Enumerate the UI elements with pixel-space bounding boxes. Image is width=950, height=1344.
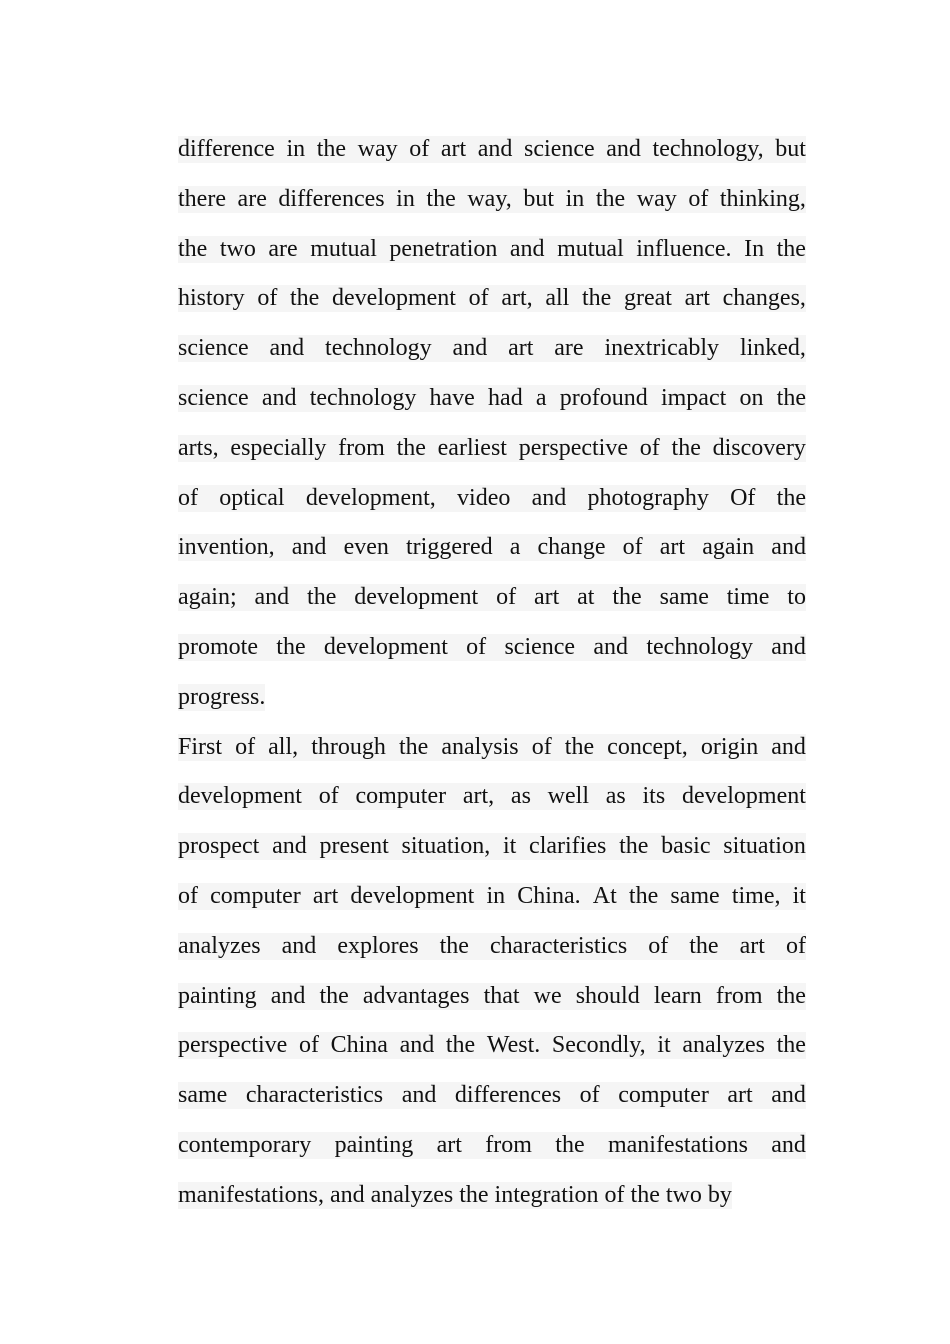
word: have bbox=[429, 384, 475, 411]
word: the bbox=[398, 733, 429, 760]
word: differences bbox=[278, 185, 385, 212]
text-line bbox=[178, 1171, 806, 1221]
word: arts, bbox=[178, 434, 219, 461]
word: had bbox=[488, 384, 523, 411]
word: and bbox=[261, 384, 297, 411]
word: profound bbox=[559, 384, 648, 411]
word: art bbox=[508, 335, 534, 362]
text-line bbox=[178, 772, 806, 822]
word: computer bbox=[618, 1082, 709, 1109]
word: the bbox=[595, 185, 626, 212]
word: well bbox=[547, 783, 589, 810]
word: in bbox=[565, 185, 585, 212]
word: perspective bbox=[518, 434, 628, 461]
text-line bbox=[178, 274, 806, 324]
word: changes, bbox=[722, 285, 806, 312]
word: the bbox=[445, 1032, 476, 1059]
word: from bbox=[485, 1131, 532, 1158]
word: art bbox=[659, 534, 686, 561]
word: the bbox=[439, 932, 469, 959]
word: of bbox=[409, 136, 430, 162]
word: impact bbox=[660, 384, 727, 411]
word: development bbox=[354, 584, 479, 611]
word: perspective bbox=[178, 1032, 288, 1059]
word: of bbox=[466, 633, 487, 660]
word: and bbox=[771, 534, 806, 561]
word: the bbox=[396, 434, 426, 461]
word: the bbox=[581, 285, 612, 312]
word: mutual bbox=[310, 235, 377, 262]
word: science bbox=[178, 335, 249, 362]
word: video bbox=[457, 484, 511, 511]
text-line bbox=[178, 125, 806, 175]
word: thinking, bbox=[719, 185, 806, 212]
word: difference bbox=[178, 136, 275, 162]
word: analyzes bbox=[682, 1032, 765, 1059]
word: and bbox=[771, 1082, 806, 1109]
word: of bbox=[531, 733, 552, 760]
text-line bbox=[178, 822, 806, 872]
word: and bbox=[272, 833, 307, 860]
word: same bbox=[178, 1082, 228, 1109]
text-line bbox=[178, 723, 806, 773]
word: art bbox=[440, 136, 467, 162]
word: art, bbox=[462, 783, 495, 810]
word: art, bbox=[501, 285, 533, 312]
word: advantages bbox=[362, 982, 470, 1009]
word: from bbox=[338, 434, 385, 461]
word: invention, bbox=[178, 534, 275, 561]
word: manifestations bbox=[607, 1131, 748, 1158]
word: as bbox=[605, 783, 626, 810]
word: photography bbox=[587, 484, 709, 511]
word: the bbox=[612, 584, 642, 611]
word: of bbox=[622, 534, 643, 561]
word: of bbox=[318, 783, 339, 810]
word: a bbox=[509, 534, 521, 561]
text-line bbox=[178, 972, 806, 1022]
word: of bbox=[468, 285, 489, 312]
word: penetration bbox=[389, 235, 498, 262]
text-line bbox=[178, 673, 806, 723]
word: the bbox=[619, 833, 649, 860]
line-text: progress. bbox=[178, 683, 266, 710]
text-line bbox=[178, 523, 806, 573]
word: art bbox=[727, 1082, 753, 1109]
word: art bbox=[312, 882, 339, 909]
text-line bbox=[178, 573, 806, 623]
word: and bbox=[291, 534, 327, 561]
word: inextricably bbox=[604, 335, 720, 362]
word: in bbox=[396, 185, 415, 212]
word: science bbox=[504, 633, 576, 660]
word: and bbox=[254, 584, 290, 611]
word: to bbox=[787, 584, 806, 611]
word: all, bbox=[268, 733, 299, 760]
word: of bbox=[178, 484, 198, 511]
word: the bbox=[276, 633, 306, 660]
word: China. bbox=[517, 882, 581, 909]
word: again; bbox=[178, 584, 237, 611]
word: development bbox=[350, 882, 475, 909]
word: of bbox=[579, 1082, 600, 1109]
word: linked, bbox=[739, 335, 806, 362]
word: origin bbox=[700, 733, 759, 760]
word: but bbox=[775, 136, 806, 162]
word: In bbox=[744, 235, 765, 262]
word: situation bbox=[723, 833, 806, 860]
word: and bbox=[771, 1131, 806, 1158]
word: art bbox=[533, 584, 560, 611]
word: development bbox=[323, 633, 448, 660]
word: Secondly, bbox=[551, 1032, 646, 1059]
word: development bbox=[332, 285, 456, 312]
text-line bbox=[178, 922, 806, 972]
word: the bbox=[316, 136, 347, 162]
text-line bbox=[178, 1071, 806, 1121]
word: explores bbox=[337, 932, 419, 959]
word: the bbox=[776, 235, 806, 262]
word: time bbox=[726, 584, 770, 611]
word: and bbox=[401, 1082, 437, 1109]
word: two bbox=[219, 235, 256, 262]
word: science bbox=[178, 384, 249, 411]
word: and bbox=[399, 1032, 435, 1059]
word: it bbox=[657, 1032, 671, 1059]
text-line bbox=[178, 623, 806, 673]
word: the bbox=[689, 932, 719, 959]
word: and bbox=[270, 982, 306, 1009]
text-line bbox=[178, 374, 806, 424]
word: the bbox=[776, 484, 806, 511]
word: development bbox=[681, 783, 806, 810]
word: triggered bbox=[406, 534, 493, 561]
word: the bbox=[776, 384, 806, 411]
word: and bbox=[593, 633, 629, 660]
word: of bbox=[257, 285, 278, 312]
word: again bbox=[702, 534, 755, 561]
word: the bbox=[671, 434, 701, 461]
word: are bbox=[268, 235, 298, 262]
word: in bbox=[486, 882, 506, 909]
word: way bbox=[636, 185, 677, 212]
text-line bbox=[178, 474, 806, 524]
word: it bbox=[792, 882, 806, 909]
word: of bbox=[496, 584, 517, 611]
body-text bbox=[178, 125, 806, 1221]
word: West. bbox=[486, 1032, 541, 1059]
word: of bbox=[648, 932, 669, 959]
word: and bbox=[281, 932, 317, 959]
word: promote bbox=[178, 633, 258, 660]
word: of bbox=[298, 1032, 319, 1059]
word: great bbox=[623, 285, 672, 312]
text-line bbox=[178, 1021, 806, 1071]
word: characteristics bbox=[489, 932, 628, 959]
word: characteristics bbox=[245, 1082, 384, 1109]
word: contemporary bbox=[178, 1131, 312, 1158]
word: optical bbox=[219, 484, 285, 511]
word: the bbox=[426, 185, 456, 212]
word: same bbox=[659, 584, 709, 611]
text-line bbox=[178, 324, 806, 374]
word: painting bbox=[334, 1131, 414, 1158]
word: are bbox=[554, 335, 584, 362]
word: art bbox=[684, 285, 710, 312]
word: China bbox=[330, 1032, 388, 1059]
word: way bbox=[357, 136, 398, 162]
word: the bbox=[776, 982, 806, 1009]
word: the bbox=[776, 1032, 806, 1059]
word: discovery bbox=[712, 434, 806, 461]
word: and bbox=[606, 136, 641, 162]
word: clarifies bbox=[529, 833, 607, 860]
word: technology bbox=[325, 335, 432, 362]
word: the bbox=[555, 1131, 585, 1158]
word: computer bbox=[210, 882, 301, 909]
word: on bbox=[739, 384, 764, 411]
word: learn bbox=[653, 982, 702, 1009]
word: First bbox=[178, 733, 223, 760]
text-line bbox=[178, 872, 806, 922]
word: through bbox=[311, 733, 386, 760]
word: influence. bbox=[636, 235, 732, 262]
word: even bbox=[343, 534, 389, 561]
word: we bbox=[533, 982, 562, 1009]
word: change bbox=[537, 534, 606, 561]
word: of bbox=[785, 932, 806, 959]
word: it bbox=[502, 833, 517, 860]
text-line bbox=[178, 225, 806, 275]
word: differences bbox=[454, 1082, 562, 1109]
word: especially bbox=[230, 434, 327, 461]
word: art bbox=[739, 932, 765, 959]
word: there bbox=[178, 185, 226, 212]
word: of bbox=[688, 185, 709, 212]
word: technology bbox=[309, 384, 417, 411]
word: and bbox=[477, 136, 513, 162]
word: the bbox=[564, 733, 595, 760]
word: of bbox=[178, 882, 198, 909]
word: basic bbox=[661, 833, 711, 860]
word: at bbox=[577, 584, 595, 611]
word: technology bbox=[646, 633, 753, 660]
text-line bbox=[178, 175, 806, 225]
word: and bbox=[452, 335, 488, 362]
word: of bbox=[235, 733, 256, 760]
word: prospect bbox=[178, 833, 260, 860]
word: history bbox=[178, 285, 245, 312]
word: and bbox=[269, 335, 305, 362]
word: At bbox=[592, 882, 617, 909]
word: that bbox=[483, 982, 520, 1009]
word: painting bbox=[178, 982, 257, 1009]
word: science bbox=[524, 136, 595, 162]
text-line bbox=[178, 1121, 806, 1171]
word: in bbox=[286, 136, 306, 162]
word: the bbox=[290, 285, 320, 312]
word: and bbox=[531, 484, 567, 511]
word: the bbox=[628, 882, 659, 909]
word: situation, bbox=[401, 833, 491, 860]
text-line bbox=[178, 424, 806, 474]
word: development bbox=[178, 783, 302, 810]
word: computer bbox=[355, 783, 447, 810]
word: but bbox=[523, 185, 555, 212]
word: same bbox=[670, 882, 720, 909]
word: present bbox=[319, 833, 389, 860]
word: way, bbox=[467, 185, 512, 212]
word: and bbox=[771, 733, 806, 760]
word: the bbox=[178, 235, 208, 262]
word: analyzes bbox=[178, 932, 261, 959]
word: technology, bbox=[652, 136, 764, 162]
word: are bbox=[237, 185, 267, 212]
word: time, bbox=[731, 882, 781, 909]
word: earliest bbox=[437, 434, 507, 461]
word: Of bbox=[730, 484, 756, 511]
word: its bbox=[642, 783, 666, 810]
word: mutual bbox=[557, 235, 624, 262]
word: a bbox=[535, 384, 547, 411]
line-text: manifestations, and analyzes the integration of the two by bbox=[178, 1181, 732, 1208]
word: art bbox=[436, 1131, 462, 1158]
word: from bbox=[715, 982, 763, 1009]
word: all bbox=[545, 285, 570, 312]
word: should bbox=[575, 982, 640, 1009]
word: of bbox=[639, 434, 660, 461]
word: the bbox=[319, 982, 349, 1009]
word: and bbox=[509, 235, 545, 262]
word: the bbox=[307, 584, 337, 611]
word: analysis bbox=[441, 733, 519, 760]
word: as bbox=[510, 783, 531, 810]
word: and bbox=[771, 633, 806, 660]
word: development, bbox=[305, 484, 436, 511]
word: concept, bbox=[607, 733, 688, 760]
